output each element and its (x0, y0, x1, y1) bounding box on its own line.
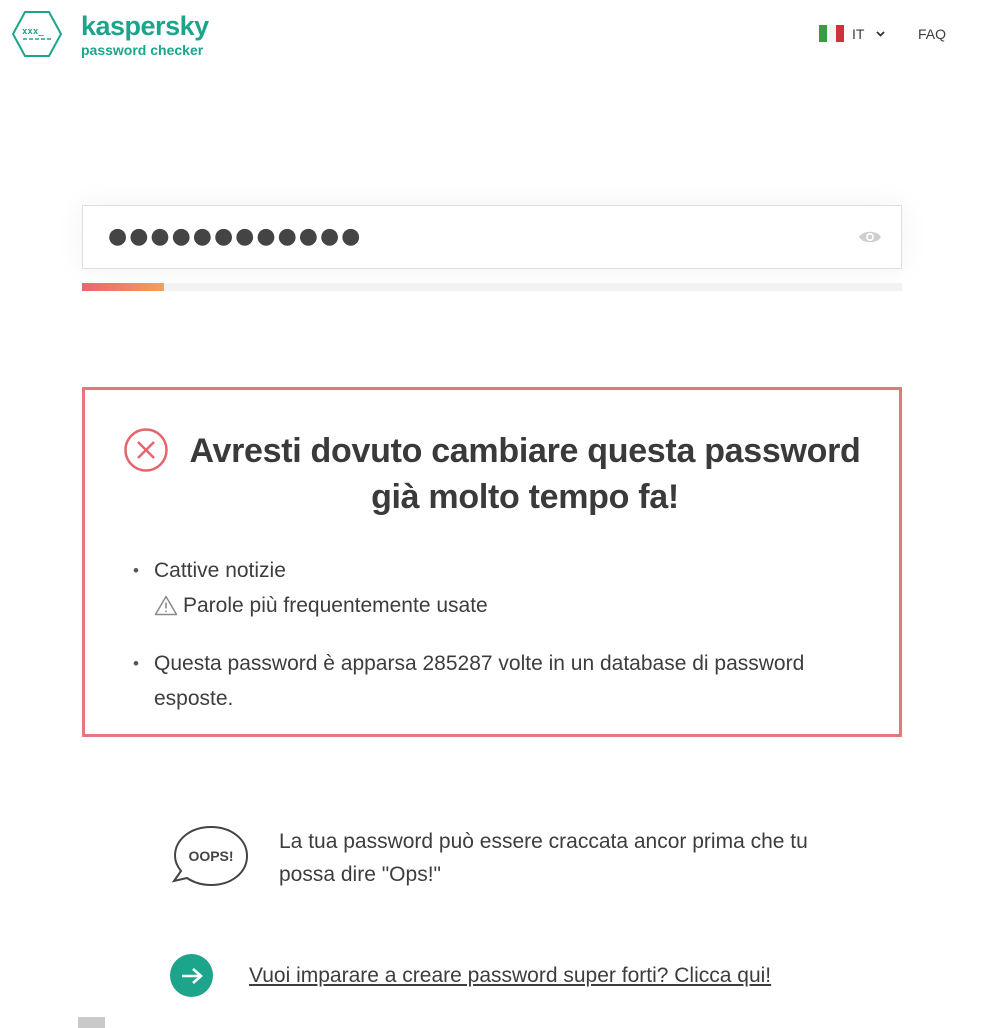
exposure-text: Questa password è apparsa 285287 volte in un database di password esposte. (154, 652, 805, 710)
kaspersky-logo[interactable] (11, 10, 209, 58)
svg-text:xxx_: xxx_ (22, 27, 44, 37)
oops-message: La tua password può essere craccata ancor prima che tu possa dire "Ops!" (279, 830, 808, 886)
speech-bubble-icon (171, 825, 251, 889)
oops-tip (171, 825, 871, 895)
product-name: password checker (81, 42, 204, 58)
password-masked-value: ●●●●●●●●●●●● (108, 224, 363, 249)
result-panel (82, 387, 902, 737)
warning-item (154, 588, 853, 623)
warning-text: Parole più frequentemente usate (183, 594, 488, 617)
eye-icon[interactable] (858, 229, 882, 245)
brand-name: kaspersky (81, 11, 209, 41)
result-title: Avresti dovuto cambiare questa password già molto tempo fa! (189, 432, 861, 516)
oops-bubble-text: OOPS! (188, 848, 234, 864)
strength-meter-fill (82, 283, 164, 291)
strength-meter (82, 283, 902, 291)
learn-more-row (170, 954, 870, 999)
faq-link[interactable]: FAQ (918, 26, 947, 42)
italy-flag-icon (819, 25, 844, 42)
error-circle-x-icon (123, 427, 169, 473)
site-header (0, 0, 989, 70)
logo-text (81, 13, 209, 58)
bad-news-item (133, 553, 853, 623)
learn-more-arrow-button[interactable] (170, 954, 213, 997)
learn-more-link[interactable]: Vuoi imparare a creare password super forti? Clicca qui! (249, 964, 772, 987)
chevron-down-icon (876, 31, 885, 37)
result-details (133, 553, 853, 716)
language-code: IT (852, 25, 865, 42)
exposure-item (133, 646, 853, 716)
password-input[interactable] (82, 205, 902, 269)
language-selector[interactable] (819, 25, 885, 42)
arrow-right-icon (180, 967, 204, 985)
warning-triangle-icon (154, 595, 178, 616)
hexagon-password-icon (11, 10, 63, 58)
feedback-tab[interactable] (78, 1017, 105, 1028)
bad-news-label: • Cattive notizie (154, 559, 286, 582)
